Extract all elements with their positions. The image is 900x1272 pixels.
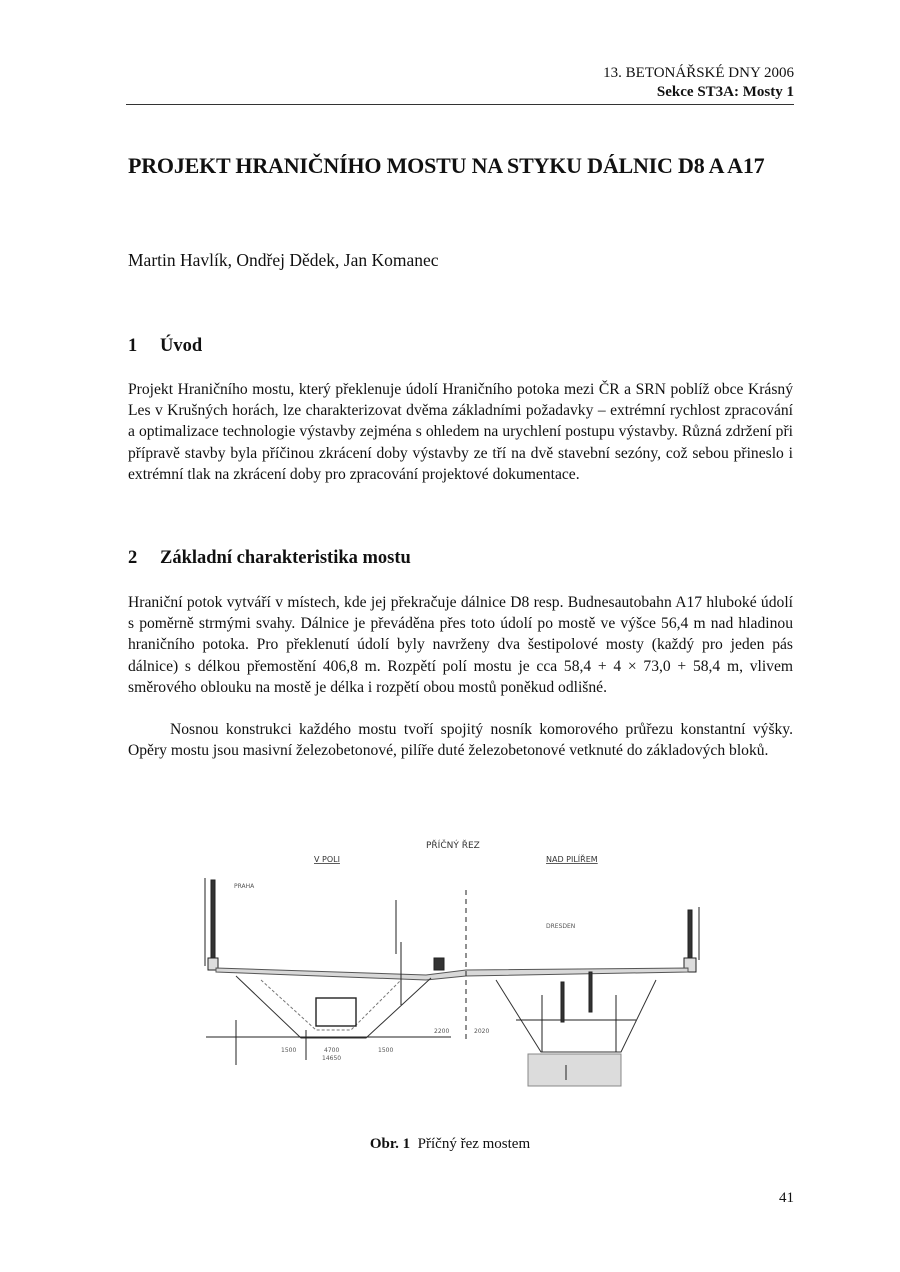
dim-label: 2200 — [434, 1028, 450, 1035]
paragraph-intro: Projekt Hraničního mostu, který překlenuje údolí Hraničního potoka mezi ČR a SRN poblíž obce Krásný Les v Krušných horách, lze charakterizovat dvěma základními požadavky – extrémní rychlost zpracování a optimalizace technologie výstavby zejména s ohledem na urychlení postupu výstavby. Různá zdržení při přípravě stavby byla příčinou zkrácení doby výstavby ze tří na dvě stavební sezóny, což sebou přineslo i extrémní tlak na zkrácení doby pro zpracování projektové dokumentace. — [128, 381, 793, 483]
drawing-right-label: NAD PILÍŘEM — [546, 855, 598, 864]
drawing-left-text: PRAHA — [234, 883, 255, 890]
figure-cross-section — [196, 830, 718, 1092]
header-divider — [126, 104, 794, 105]
dim-label: 1500 — [281, 1047, 297, 1054]
section-heading-1 — [128, 336, 202, 357]
section-heading-2 — [128, 548, 411, 569]
session-name: Sekce ST3A: Mosty 1 — [656, 84, 794, 100]
section-number: 1 — [128, 336, 138, 356]
paragraph-text: Nosnou konstrukci každého mostu tvoří spojitý nosník komorového průřezu konstantní výšky. Opěry mostu jsou masivní železobetonové, pilíře duté železobetonové vetknuté do základových bloků. — [128, 721, 793, 760]
drawing-left-label: V POLI — [314, 855, 340, 864]
conference-name: 13. BETONÁŘSKÉ DNY 2006 — [603, 65, 794, 81]
figure-caption — [0, 1136, 900, 1153]
section-title: Úvod — [160, 336, 203, 356]
caption-text: Příčný řez mostem — [417, 1136, 531, 1152]
paper-title: PROJEKT HRANIČNÍHO MOSTU NA STYKU DÁLNIC D8 A A17 — [128, 153, 765, 178]
dim-label: 1500 — [378, 1047, 394, 1054]
paragraph-characteristics: Hraniční potok vytváří v místech, kde jej překračuje dálnice D8 resp. Budnesautobahn A17 hluboké údolí s poměrně strmými svahy. Dálnice je převáděna přes toto údolí po mostě ve výšce 56,4 m nad hladinou hraničního potoka. Pro překlenutí údolí byly navrženy dva šestipolové mosty (každý pro jeden pás dálnice) s délkou přemostění 406,8 m. Rozpětí polí mostu je cca 58,4 + 4 × 73,0 + 58,4 m, vlivem směrového oblouku na mostě je délka i rozpětí obou mostů poněkud odlišné. — [128, 594, 793, 696]
drawing-right-text: DRESDEN — [546, 923, 576, 930]
running-header — [603, 64, 794, 102]
caption-label: Obr. 1 — [369, 1136, 411, 1152]
dim-label: 14650 — [322, 1055, 342, 1062]
paragraph-structure — [128, 719, 793, 761]
dim-label: 4700 — [324, 1047, 340, 1054]
section-title: Základní charakteristika mostu — [160, 548, 411, 568]
section-number: 2 — [128, 548, 138, 568]
dim-label: 2020 — [474, 1028, 490, 1035]
drawing-title: PŘÍČNÝ ŘEZ — [426, 841, 480, 851]
paper-authors: Martin Havlík, Ondřej Dědek, Jan Komanec — [128, 250, 439, 270]
page-number: 41 — [779, 1190, 794, 1206]
bridge-cross-section-drawing — [196, 830, 718, 1092]
